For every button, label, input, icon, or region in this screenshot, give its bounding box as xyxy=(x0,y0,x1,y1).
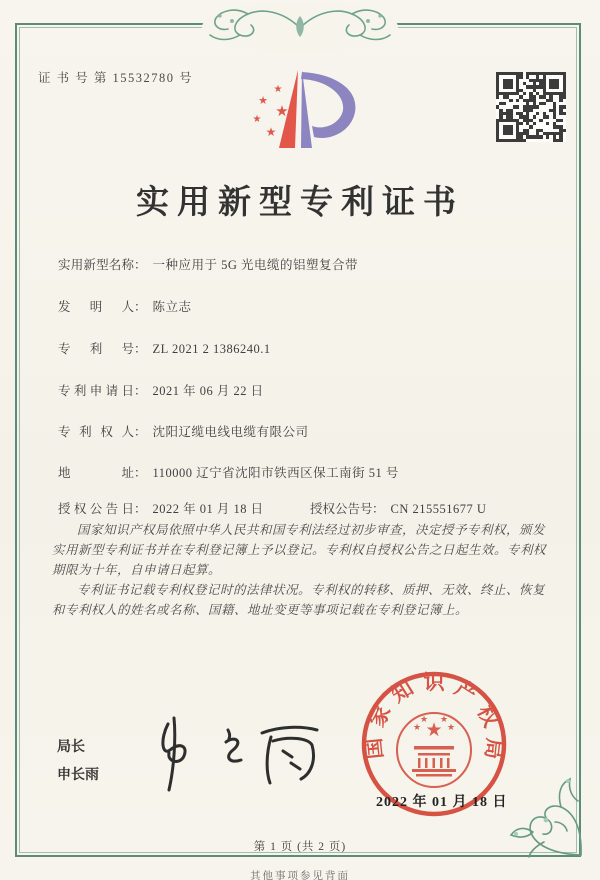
certificate-number: 证 书 号 第 15532780 号 xyxy=(38,71,194,85)
field-value: 沈阳辽缆电线电缆有限公司 xyxy=(152,425,309,439)
commissioner-signature xyxy=(140,712,340,797)
field-value: 陈立志 xyxy=(152,300,192,314)
svg-text:★: ★ xyxy=(265,125,277,139)
certificate-title: 实用新型专利证书 xyxy=(136,185,464,221)
field-label: 授权公告号 xyxy=(310,502,373,516)
field-label: 实用新型名称 xyxy=(58,258,134,272)
svg-text:★: ★ xyxy=(419,715,429,725)
field-patentee: 专利权人： 沈阳辽缆电线电缆有限公司 xyxy=(58,422,558,440)
field-value: ZL 2021 2 1386240.1 xyxy=(152,342,271,356)
field-patent-number: 专利号： ZL 2021 2 1386240.1 xyxy=(58,339,558,357)
svg-text:★: ★ xyxy=(273,84,283,95)
field-label: 授权公告日 xyxy=(58,502,134,516)
field-grant-number: 授权公告号： CN 215551677 U xyxy=(310,499,486,517)
field-value: 2021 年 06 月 22 日 xyxy=(152,384,264,398)
seal-ring-text: 国家知识产权局 xyxy=(361,670,507,761)
legal-text-block xyxy=(52,520,552,620)
svg-text:★: ★ xyxy=(412,723,422,733)
field-label: 专利权人 xyxy=(58,425,134,439)
field-label: 地址 xyxy=(58,466,134,480)
field-label: 专利申请日 xyxy=(58,384,134,398)
field-label: 专利号 xyxy=(58,342,134,356)
svg-text:★: ★ xyxy=(446,723,456,733)
top-border-ornament-icon xyxy=(180,1,420,53)
commissioner-name: 申长雨 xyxy=(57,768,99,783)
field-value: 一种应用于 5G 光电缆的铝塑复合带 xyxy=(152,258,359,272)
field-value: 110000 辽宁省沈阳市铁西区保工南街 51 号 xyxy=(152,466,399,480)
field-utility-model-name: 实用新型名称： 一种应用于 5G 光电缆的铝塑复合带 xyxy=(58,255,558,273)
field-filing-date: 专利申请日： 2021 年 06 月 22 日 xyxy=(58,381,558,399)
svg-text:★: ★ xyxy=(439,715,449,725)
field-label: 发明人 xyxy=(58,300,134,314)
field-value: 2022 年 01 月 18 日 xyxy=(152,502,264,516)
qr-code xyxy=(496,72,566,142)
field-address: 地址： 110000 辽宁省沈阳市铁西区保工南街 51 号 xyxy=(58,463,558,481)
back-side-note: 其他事项参见背面 xyxy=(250,871,350,880)
svg-text:★: ★ xyxy=(425,719,443,741)
svg-text:★: ★ xyxy=(252,114,262,125)
commissioner-title: 局长 xyxy=(57,740,85,755)
legal-paragraph-1: 国家知识产权局依照中华人民共和国专利法经过初步审查，决定授予专利权，颁发实用新型专利证书并在专利登记簿上予以登记。专利权自授权公告之日起生效。专利权期限为十年，自申请日起算。 xyxy=(52,523,547,577)
legal-paragraph-2: 专利证书记载专利权登记时的法律状况。专利权的转移、质押、无效、终止、恢复和专利权人的姓名或名称、国籍、地址变更等事项记载在专利登记簿上。 xyxy=(52,583,546,617)
national-emblem-icon xyxy=(397,713,471,787)
seal-date: 2022 年 01 月 18 日 xyxy=(376,795,508,810)
cnipa-logo-icon xyxy=(232,58,402,163)
field-inventor: 发明人： 陈立志 xyxy=(58,297,558,315)
svg-text:★: ★ xyxy=(275,102,289,120)
page-number: 第 1 页 (共 2 页) xyxy=(253,841,347,853)
svg-text:★: ★ xyxy=(258,94,268,107)
field-value: CN 215551677 U xyxy=(390,502,487,516)
field-grant-announcement: 授权公告日： 2022 年 01 月 18 日 授权公告号： CN 215551677 U xyxy=(58,499,558,517)
